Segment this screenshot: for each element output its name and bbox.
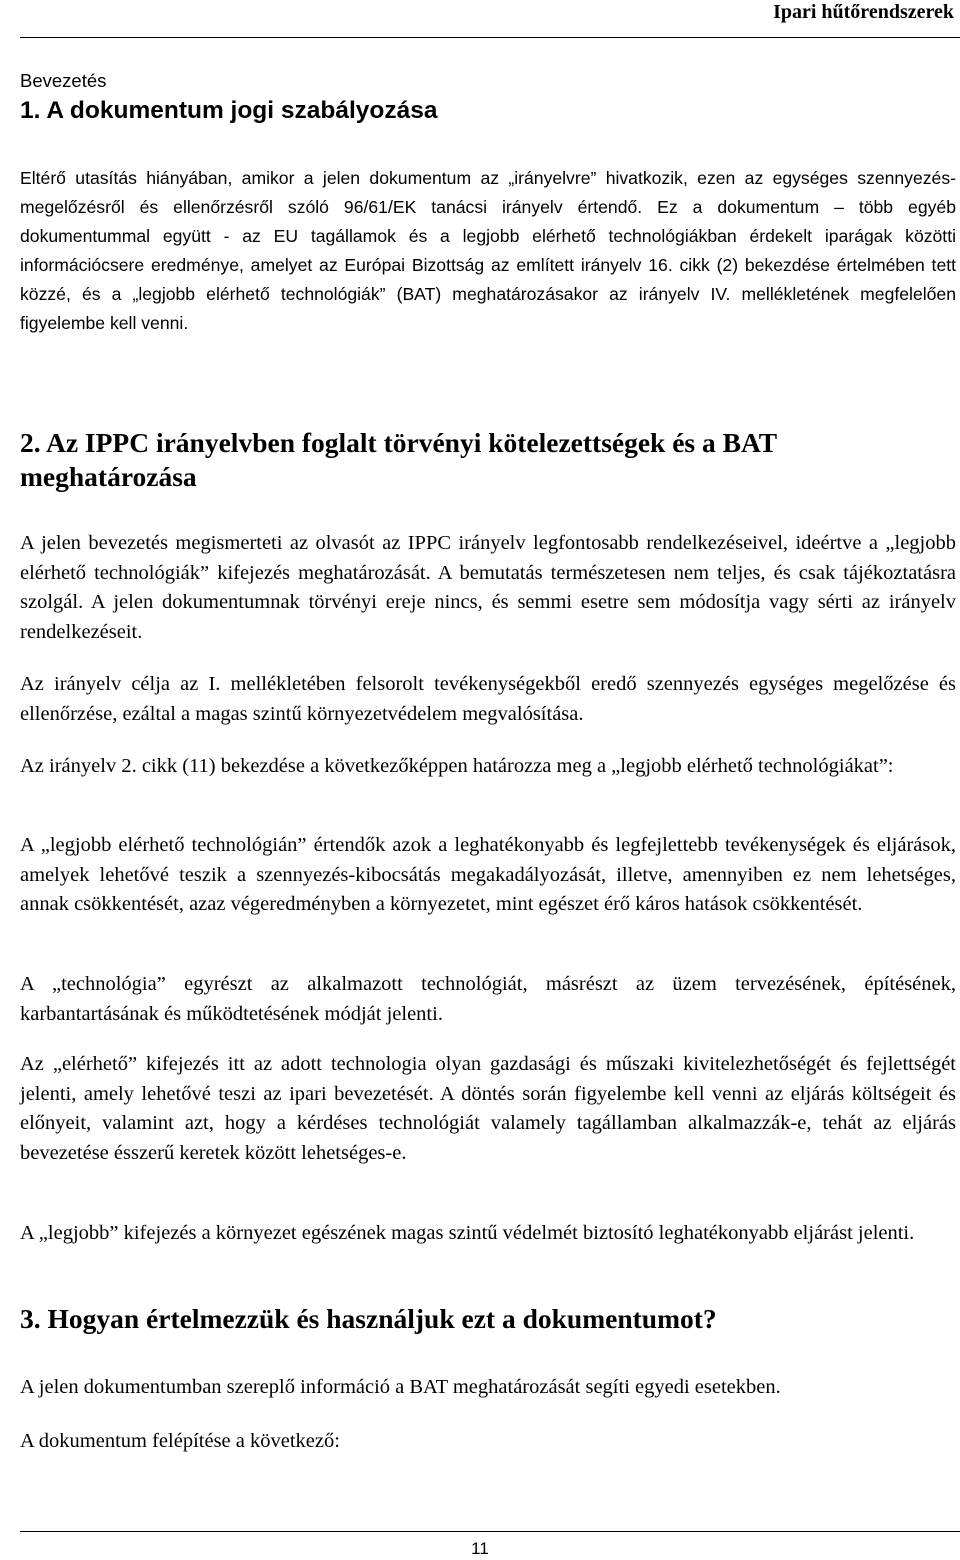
section-3-paragraph-2: A dokumentum felépítése a következő: (20, 1430, 340, 1452)
footer-rule (20, 1531, 960, 1532)
section-2-paragraph-1: A jelen bevezetés megismerteti az olvasót az IPPC irányelv legfontosabb rendelkezéseivel, ideértve a „legjobb elérhető technológiák” kifejezés meghatározását. A bemutatás természetesen nem teljes, és csak tájékoztatásra szolgál. A jelen dokumentumnak törvényi ereje nincs, és semmi esetre sem módosítja vagy sérti az irányelv rendelkezéseit. (20, 532, 956, 643)
section-2-paragraph-3: Az irányelv 2. cikk (11) bekezdése a következőképpen határozza meg a „legjobb elérhető technológiákat”: (20, 755, 894, 777)
running-header-title: Ipari hűtőrendszerek (773, 1, 954, 23)
section-2-heading: 2. Az IPPC irányelvben foglalt törvényi kötelezettségek és a BAT meghatározása (20, 427, 777, 492)
chapter-label: Bevezetés (20, 70, 107, 91)
header-rule (20, 37, 960, 38)
section-2-paragraph-7: A „legjobb” kifejezés a környezet egészének magas szintű védelmét biztosító leghatékonyabb eljárást jelenti. (20, 1222, 915, 1244)
section-1-heading: 1. A dokumentum jogi szabályozása (20, 97, 438, 124)
section-3-heading: 3. Hogyan értelmezzük és használjuk ezt a dokumentumot? (20, 1303, 717, 1334)
page-number: 11 (471, 1539, 489, 1558)
section-2-paragraph-6: Az „elérhető” kifejezés itt az adott technologia olyan gazdasági és műszaki kivitelezhetőségét és fejlettségét jelenti, amely lehetővé teszi az ipari bevezetését. A döntés során figyelembe kell venni az eljárás költségeit és előnyeit, valamint azt, hogy a kérdéses technológiát valamely tagállamban alkalmazzák-e, tehát az eljárás bevezetése ésszerű keretek között lehetséges-e. (20, 1053, 956, 1164)
section-2-paragraph-2: Az irányelv célja az I. mellékletében felsorolt tevékenységekből eredő szennyezés egységes megelőzése és ellenőrzése, ezáltal a magas szintű környezetvédelem megvalósítása. (20, 673, 956, 725)
section-2-paragraph-5: A „technológia” egyrészt az alkalmazott technológiát, másrészt az üzem tervezésének, építésének, karbantartásának és működtetésének módját jelenti. (20, 973, 956, 1025)
section-1-paragraph: Eltérő utasítás hiányában, amikor a jelen dokumentum az „irányelvre” hivatkozik, ezen az egységes szennyezés-megelőzésről és ellenőrzésről szóló 96/61/EK tanácsi irányelv értendő. Ez a dokumentum – több egyéb dokumentummal együtt - az EU tagállamok és a legjobb elérhető technológiákban érdekelt iparágak közötti információcsere eredménye, amelyet az Európai Bizottság az említett irányelv 16. cikk (2) bekezdése értelmében tett közzé, és a „legjobb elérhető technológiák” (BAT) meghatározásakor az irányelv IV. mellékletének megfelelően figyelembe kell venni. (20, 168, 956, 333)
section-2-paragraph-4: A „legjobb elérhető technológián” értendők azok a leghatékonyabb és legfejlettebb tevékenységek és eljárások, amelyek lehetővé teszik a szennyezés-kibocsátás megakadályozását, illetve, amennyiben ez nem lehetséges, annak csökkentését, azaz végeredményben a környezetet, mint egészet érő káros hatások csökkentését. (20, 834, 956, 916)
section-3-paragraph-1: A jelen dokumentumban szereplő információ a BAT meghatározását segíti egyedi esetekben. (20, 1376, 781, 1398)
